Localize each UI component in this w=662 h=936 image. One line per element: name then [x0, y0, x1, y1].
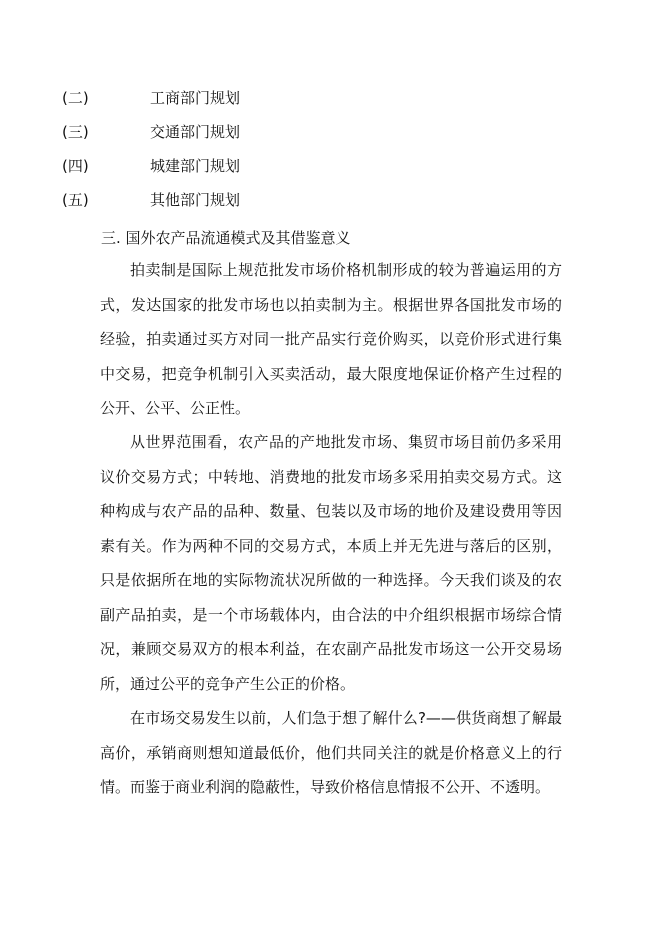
list-item: [62, 88, 240, 108]
body-paragraph: 拍卖制是国际上规范批发市场价格机制形成的较为普遍运用的方式，发达国家的批发市场也以拍卖制为主。根据世界各国批发市场的经验，拍卖通过买方对同一批产品实行竞价购买，以竞价形式进行集中交易，把竞争机制引入买卖活动，最大限度地保证价格产生过程的公开、公平、公正性。: [100, 261, 562, 417]
list-item-label: 其他部门规划: [150, 191, 241, 209]
section-heading: 三. 国外农产品流通模式及其借鉴意义: [101, 229, 351, 247]
list-item-number: (二): [62, 89, 89, 107]
list-item: [62, 156, 240, 176]
body-paragraph: 在市场交易发生以前，人们急于想了解什么?——供货商想了解最高价，承销商则想知道最低价，他们共同关注的就是价格意义上的行情。而鉴于商业利润的隐蔽性，导致价格信息情报不公开、不透明。: [100, 709, 562, 796]
list-item-number: (五): [62, 191, 89, 209]
list-item-number: (三): [62, 123, 89, 141]
list-item-label: 工商部门规划: [150, 89, 241, 107]
list-item: [62, 122, 240, 142]
list-item-number: (四): [62, 157, 89, 175]
body-paragraph: 从世界范围看，农产品的产地批发市场、集贸市场目前仍多采用议价交易方式；中转地、消费地的批发市场多采用拍卖交易方式。这种构成与农产品的品种、数量、包装以及市场的地价及建设费用等因素有关。作为两种不同的交易方式，本质上并无先进与落后的区别，只是依据所在地的实际物流状况所做的一种选择。今天我们谈及的农副产品拍卖，是一个市场载体内，由合法的中介组织根据市场综合情况，兼顾交易双方的根本利益，在农副产品批发市场这一公开交易场所，通过公平的竞争产生公正的价格。: [100, 433, 562, 693]
list-item-label: 城建部门规划: [150, 157, 241, 175]
list-item: [62, 190, 240, 210]
list-item-label: 交通部门规划: [150, 123, 241, 141]
